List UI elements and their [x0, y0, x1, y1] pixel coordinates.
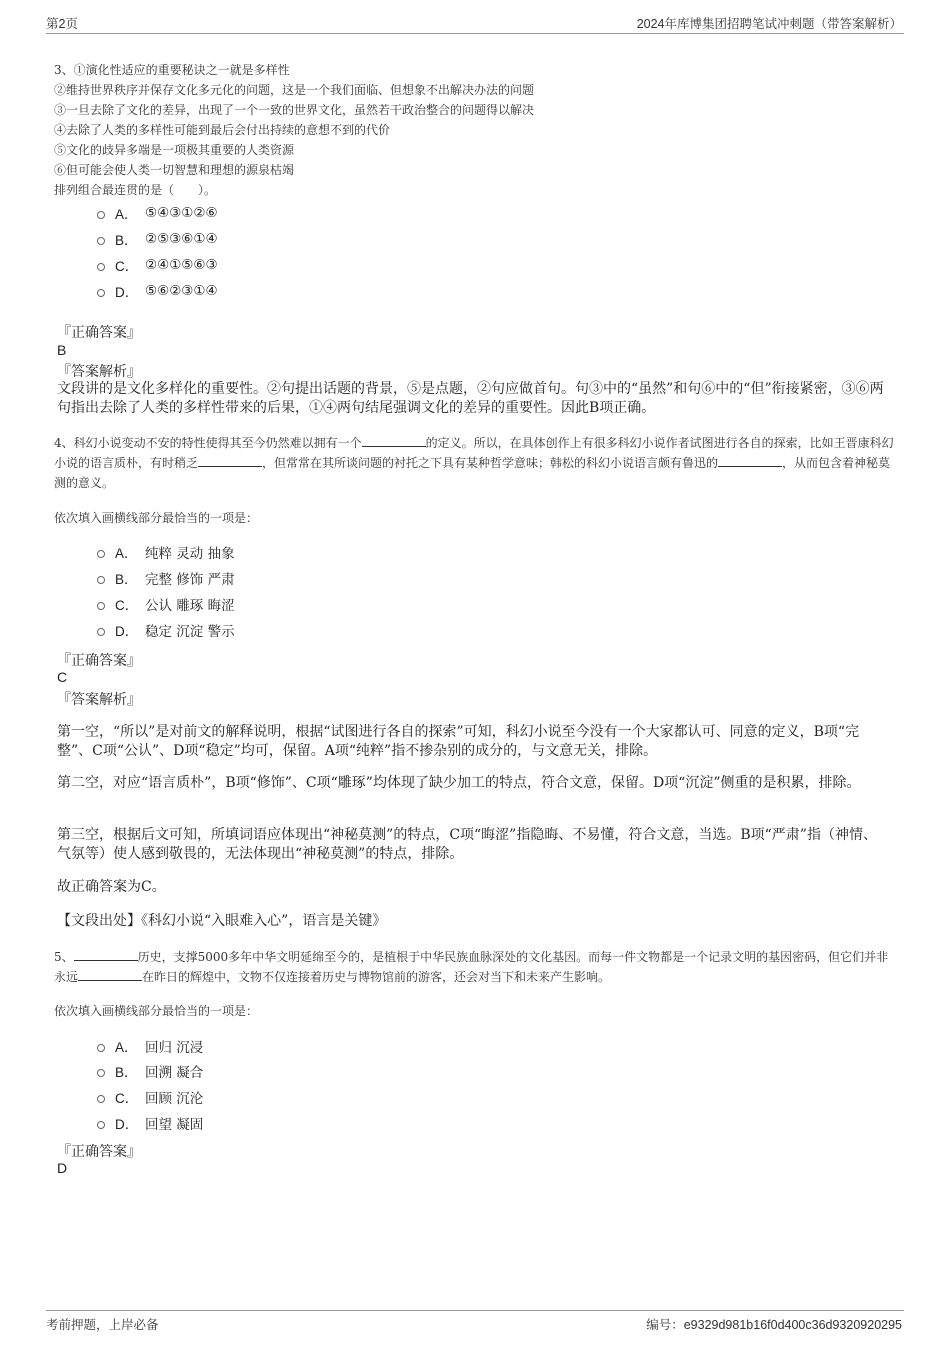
- radio-icon[interactable]: [97, 211, 105, 219]
- q3-option-d[interactable]: [97, 281, 218, 301]
- q3-analysis: 文段讲的是文化多样化的重要性。②句提出话题的背景，⑤是点题，②句应做首句。句③中的“虽然”和句⑥中的“但”衔接紧密，③⑥两句指出去除了人类的多样性带来的后果，①④两句结尾强调文化的差异的重要性。因此B项正确。: [57, 381, 884, 416]
- q4-analysis-paragraph-1: 第一空，“所以”是对前文的解释说明，根据“试图进行各自的探索”可知，科幻小说至今没有一个大家都认可、同意的定义，B项“完整”、C项“公认”、D项“稳定”均可，保留。A项“纯粹”指不掺杂别的成分的，与文意无关，排除。: [57, 724, 860, 759]
- q5-answer: D: [57, 1160, 68, 1176]
- q4-option-a[interactable]: [97, 542, 235, 562]
- radio-icon[interactable]: [97, 1069, 105, 1077]
- radio-icon[interactable]: [97, 289, 105, 297]
- q5-stem-part-3: 在昨日的辉煌中，文物不仅连接着历史与博物馆前的游客，还会对当下和未来产生影响。: [142, 970, 611, 984]
- option-letter: C．: [115, 598, 139, 613]
- radio-icon[interactable]: [97, 1044, 105, 1052]
- q5-option-b[interactable]: [97, 1061, 203, 1081]
- q4-stem-part-2: 的定义。所以，在具体创作上有很多科幻小说作者试图进行各自的探索，比如王晋康科幻小说的语言质朴，有时稍乏: [54, 436, 894, 470]
- option-text: 回归 沉浸: [145, 1040, 204, 1056]
- q5-option-c[interactable]: [97, 1087, 203, 1107]
- q4-stem-part-3: ，但常常在其所谈问题的衬托之下具有某种哲学意味；韩松的科幻小说语言颇有鲁迅的: [262, 456, 719, 470]
- q5-stem-part-1: 5、: [54, 950, 74, 964]
- q4-answer-heading: 『正确答案』: [57, 653, 141, 669]
- page-number: 第2页: [46, 17, 78, 31]
- q5-stem-part-2: 历史，支撑5000多年中华文明延绵至今的，是植根于中华民族血脉深处的文化基因。而每一件文物都是一个记录文明的基因密码，但它们并非永远: [54, 950, 889, 984]
- q3-line-5: ⑤文化的歧异多端是一项极其重要的人类资源: [54, 143, 295, 157]
- option-letter: B．: [115, 572, 138, 587]
- radio-icon[interactable]: [97, 237, 105, 245]
- option-letter: D．: [115, 624, 139, 639]
- option-letter: C．: [115, 259, 139, 274]
- option-text: ②⑤③⑥①④: [145, 231, 218, 247]
- q3-analysis-heading: 『答案解析』: [57, 364, 141, 380]
- q4-option-b[interactable]: [97, 568, 235, 588]
- option-text: ②④①⑤⑥③: [145, 257, 218, 273]
- q3-line-1: 3、①演化性适应的重要秘诀之一就是多样性: [54, 63, 290, 77]
- option-letter: B．: [115, 1065, 138, 1080]
- q3-option-b[interactable]: [97, 229, 218, 249]
- document-title: 2024年库博集团招聘笔试冲刺题（带答案解析）: [636, 17, 902, 31]
- q4-stem-part-4: ，从而包含着神秘莫测的意义。: [54, 456, 891, 490]
- q4-instruction: 依次填入画横线部分最恰当的一项是：: [54, 511, 259, 525]
- q3-line-6: ⑥但可能会使人类一切智慧和理想的源泉枯竭: [54, 163, 295, 177]
- q3-line-4: ④去除了人类的多样性可能到最后会付出持续的意想不到的代价: [54, 123, 391, 137]
- footer-divider: [46, 1310, 904, 1311]
- option-text: 公认 雕琢 晦涩: [145, 598, 235, 614]
- document-serial: 编号：e9329d981b16f0d400c36d9320920295: [646, 1318, 902, 1332]
- radio-icon[interactable]: [97, 263, 105, 271]
- option-text: 完整 修饰 严肃: [145, 572, 235, 588]
- option-letter: A．: [115, 1040, 138, 1055]
- footer-slogan: 考前押题，上岸必备: [46, 1318, 159, 1332]
- radio-icon[interactable]: [97, 628, 105, 636]
- q4-answer: C: [57, 669, 68, 685]
- q5-instruction: 依次填入画横线部分最恰当的一项是：: [54, 1004, 259, 1018]
- option-text: 稳定 沉淀 警示: [145, 624, 235, 640]
- q4-analysis-paragraph-3: 第三空，根据后文可知，所填词语应体现出“神秘莫测”的特点，C项“晦涩”指隐晦、不易懂，符合文意，当选。B项“严肃”指（神情、气氛等）使人感到敬畏的，无法体现出“神秘莫测”的特点，排除。: [57, 827, 877, 862]
- q4-analysis-paragraph-2: 第二空，对应“语言质朴”，B项“修饰”、C项“雕琢”均体现了缺少加工的特点，符合文意，保留。D项“沉淀”侧重的是积累，排除。: [57, 775, 861, 791]
- option-text: ⑤④③①②⑥: [145, 205, 218, 221]
- q4-source: 【文段出处】《科幻小说“入眼难入心”，语言是关键》: [57, 913, 387, 929]
- blank-line: [78, 968, 142, 981]
- blank-line: [362, 434, 426, 447]
- q5-option-d[interactable]: [97, 1113, 203, 1133]
- option-text: 回望 凝固: [145, 1117, 204, 1133]
- header-divider: [46, 33, 904, 34]
- option-letter: A．: [115, 207, 138, 222]
- option-text: ⑤⑥②③①④: [145, 283, 218, 299]
- option-text: 纯粹 灵动 抽象: [145, 546, 235, 562]
- radio-icon[interactable]: [97, 550, 105, 558]
- q3-answer: B: [57, 342, 67, 358]
- q5-stem: [54, 947, 894, 987]
- q4-analysis-paragraph-4: 故正确答案为C。: [57, 879, 166, 895]
- option-text: 回溯 凝合: [145, 1065, 204, 1081]
- option-text: 回顾 沉沦: [145, 1091, 204, 1107]
- option-letter: B．: [115, 233, 138, 248]
- q5-answer-heading: 『正确答案』: [57, 1144, 141, 1160]
- radio-icon[interactable]: [97, 602, 105, 610]
- q3-option-a[interactable]: [97, 203, 218, 223]
- q4-stem: [54, 433, 894, 493]
- blank-line: [718, 454, 782, 467]
- option-letter: D．: [115, 285, 139, 300]
- option-letter: D．: [115, 1117, 139, 1132]
- option-letter: C．: [115, 1091, 139, 1106]
- q4-stem-part-1: 4、科幻小说变动不安的特性使得其至今仍然难以拥有一个: [54, 436, 362, 450]
- q3-line-3: ③一旦去除了文化的差异，出现了一个一致的世界文化，虽然若干政治整合的问题得以解决: [54, 103, 535, 117]
- q3-option-c[interactable]: [97, 255, 218, 275]
- radio-icon[interactable]: [97, 576, 105, 584]
- blank-line: [198, 454, 262, 467]
- q5-option-a[interactable]: [97, 1036, 203, 1056]
- q3-answer-heading: 『正确答案』: [57, 325, 141, 341]
- q4-option-c[interactable]: [97, 594, 235, 614]
- option-letter: A．: [115, 546, 138, 561]
- q3-line-2: ②维持世界秩序并保存文化多元化的问题，这是一个我们面临、但想象不出解决办法的问题: [54, 83, 535, 97]
- q3-prompt: 排列组合最连贯的是（ ）。: [54, 183, 217, 197]
- blank-line: [74, 948, 138, 961]
- radio-icon[interactable]: [97, 1121, 105, 1129]
- q4-option-d[interactable]: [97, 620, 235, 640]
- q4-analysis-heading: 『答案解析』: [57, 692, 141, 708]
- radio-icon[interactable]: [97, 1095, 105, 1103]
